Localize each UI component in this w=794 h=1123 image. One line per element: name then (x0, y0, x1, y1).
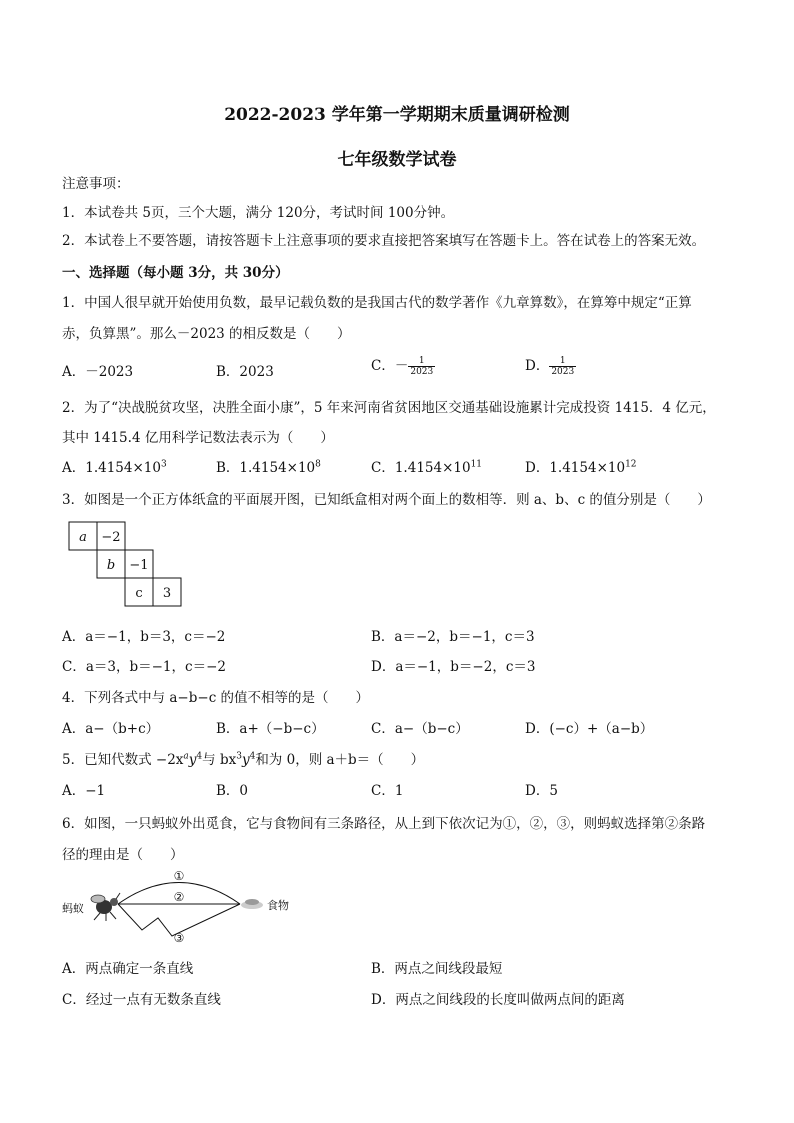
q4-option-a: A．a−（b+c） (62, 721, 160, 737)
q1-option-c: C．－ $\frac{1}{2023}$ (371, 356, 434, 377)
q3-option-c: C．a＝3，b＝−1，c＝−2 (62, 659, 226, 675)
q5-option-c: C．1 (371, 783, 404, 799)
q4-option-b: B．a+（−b−c） (216, 721, 325, 737)
path-1-label: ① (173, 869, 185, 883)
net-label-neg2: −2 (101, 530, 121, 545)
q1-line1: 1．中国人很早就开始使用负数，最早记载负数的是我国古代的数学著作《九章算数》，在算筹中规定“正算 (62, 295, 692, 311)
exam-subtitle: 七年级数学试卷 (337, 150, 457, 170)
q2-line2: 其中 1415.4 亿用科学记数法表示为（ ） (62, 430, 334, 446)
q4-line1: 4．下列各式中与 a−b−c 的值不相等的是（ ） (62, 690, 370, 706)
q1-option-a: A．－2023 (62, 364, 134, 380)
q2-option-d: D．$1.4154\times 10^{12}$ (525, 459, 637, 476)
q4-option-c: C．a−（b−c） (371, 721, 469, 737)
ant-label: 蚂蚁 (62, 902, 84, 915)
q3-option-d: D．a＝−1，b＝−2，c＝3 (371, 659, 536, 675)
net-label-b: b (106, 558, 116, 573)
note-item-2: 2．本试卷上不要答题，请按答题卡上注意事项的要求直接把答案填写在答题卡上。答在试卷上的答案无效。 (62, 233, 706, 249)
q2-option-c: C．$1.4154\times 10^{11}$ (371, 459, 483, 476)
ant-icon (91, 893, 120, 921)
net-label-c: c (135, 586, 143, 601)
notes-heading: 注意事项： (62, 176, 130, 192)
path-3-label: ③ (173, 931, 185, 945)
q1-option-b: B．2023 (216, 364, 274, 380)
section-heading: 一、选择题（每小题 3分，共 30分） (62, 265, 289, 281)
q1-line2: 赤，负算黑”。那么－2023 的相反数是（ ） (62, 326, 351, 342)
q6-line1: 6．如图，一只蚂蚁外出觅食，它与食物间有三条路径，从上到下依次记为①，②，③，则蚂蚁选择第②条路 (62, 816, 706, 832)
net-label-a: a (79, 530, 87, 545)
q5-option-b: B．0 (216, 783, 249, 799)
note-item-1: 1．本试卷共 5页，三个大题，满分 120分，考试时间 100分钟。 (62, 205, 455, 221)
q2-option-a: A．$1.4154\times 10^3$ (62, 459, 167, 476)
q5-option-d: D．5 (525, 783, 558, 799)
q4-option-d: D．(−c）+（a−b） (525, 721, 654, 737)
path-2-label: ② (173, 890, 185, 904)
q5-option-a: A．−1 (62, 783, 106, 799)
q6-option-a: A．两点确定一条直线 (62, 961, 194, 977)
cube-net-figure (68, 521, 186, 609)
q3-line1: 3．如图是一个正方体纸盒的平面展开图，已知纸盒相对两个面上的数相等．则 a、b、c 的值分别是（ ） (62, 492, 711, 508)
q6-option-d: D．两点之间线段的长度叫做两点间的距离 (371, 992, 625, 1008)
food-icon (241, 899, 263, 909)
q3-option-a: A．a＝−1，b＝3，c＝−2 (62, 629, 226, 645)
q2-option-b: B．$1.4154\times 10^8$ (216, 459, 321, 476)
net-label-3: 3 (162, 586, 172, 601)
q6-option-b: B．两点之间线段最短 (371, 961, 503, 977)
q6-option-c: C．经过一点有无数条直线 (62, 992, 221, 1008)
q3-option-b: B．a＝−2，b＝−1，c＝3 (371, 629, 535, 645)
ant-path-figure (62, 866, 302, 950)
exam-title: 2022-2023 学年第一学期期末质量调研检测 (224, 105, 570, 125)
q5-line1: 5．已知代数式 $-2x^ay^4$与 $bx^3y^4$和为 0，则 a＋b＝（ ） (62, 751, 425, 768)
net-label-neg1: −1 (129, 558, 149, 573)
q2-line1: 2．为了“决战脱贫攻坚，决胜全面小康”，5 年来河南省贫困地区交通基础设施累计完成投资 1415．4 亿元， (62, 400, 716, 416)
food-label: 食物 (267, 899, 289, 912)
q6-line2: 径的理由是（ ） (62, 847, 184, 863)
q1-option-d: D． $\frac{1}{2023}$ (525, 356, 575, 377)
